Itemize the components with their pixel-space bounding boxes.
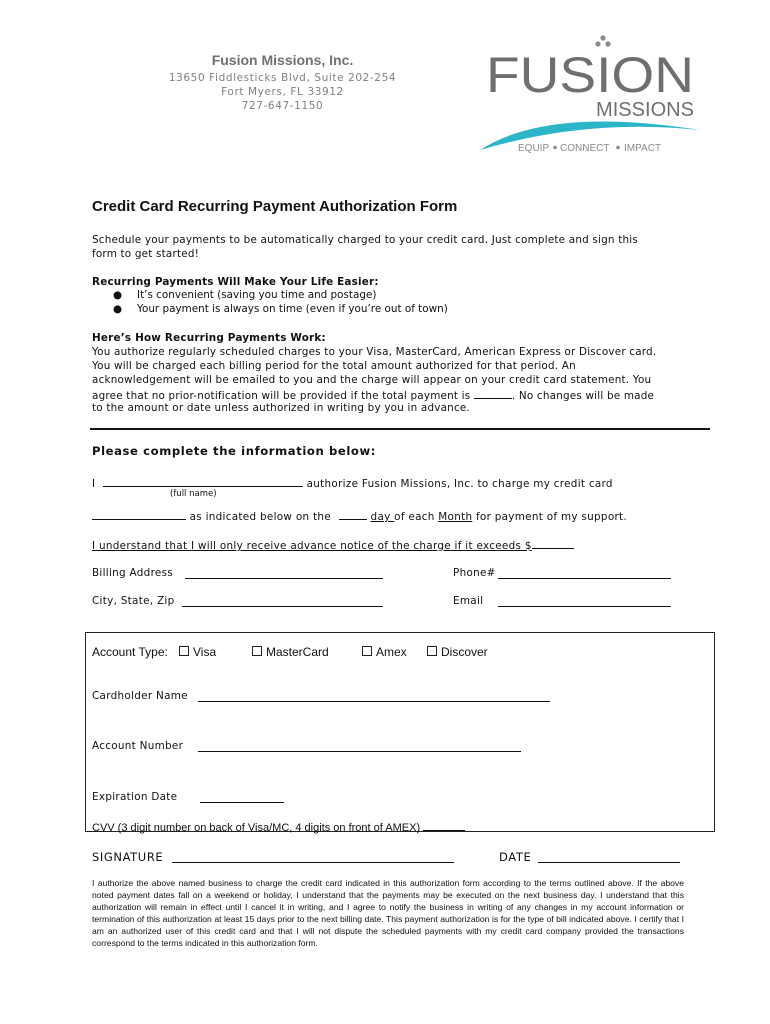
logo-dot-icon [595,41,600,46]
month-label: Month [438,511,473,523]
logo-dot-icon [605,41,610,46]
company-phone: 727-647-1150 [241,100,324,112]
cvv-label: CVV (3 digit number on back of Visa/MC, 4 digits on front of AMEX) [92,822,421,834]
as-indicated-text: as indicated below on the [189,511,331,523]
for-payment-text: for payment of my support. [475,511,628,523]
section-divider [90,428,710,430]
company-address-line2: Fort Myers, FL 33912 [221,86,344,98]
total-payment-blank[interactable] [474,387,512,399]
expiration-field[interactable] [200,791,284,803]
visa-option[interactable] [179,645,216,659]
signature-label: SIGNATURE [92,850,164,864]
logo-dot-icon [600,35,605,40]
how-line4-text: agree that no prior-notification will be provided if the total payment is [92,390,471,402]
city-state-zip-field[interactable] [182,595,383,607]
easier-heading [92,275,712,289]
advance-notice-text: I understand that I will only receive advance notice of the charge if it exceeds $ [92,540,532,552]
checkbox-icon[interactable] [179,646,189,656]
checkbox-icon[interactable] [427,646,437,656]
easier-heading-text: Recurring Payments Will Make Your Life Easier: [92,276,379,288]
how-heading-text: Here’s How Recurring Payments Work: [92,332,326,344]
phone-field[interactable] [498,567,671,579]
company-address-line1: 13650 Fiddlesticks Blvd, Suite 202-254 [168,72,397,84]
cvv-row [92,819,465,834]
how-line5: to the amount or date unless authorized in writing by you in advance. [92,402,470,414]
company-name: Fusion Missions, Inc. [211,52,354,68]
signature-field[interactable] [172,851,454,863]
amex-option[interactable] [362,645,407,659]
logo-tagline-impact: IMPACT [624,143,662,154]
email-label: Email [453,595,484,607]
i-label: I [92,478,96,490]
billing-address-field[interactable] [185,567,383,579]
logo-separator-icon [616,146,620,150]
how-heading [92,331,712,345]
date-label: DATE [499,850,532,864]
how-line2: You will be charged each billing period for the total amount authorized for that period. An [92,360,576,372]
checkbox-icon[interactable] [362,646,372,656]
date-field[interactable] [538,851,680,863]
easier-bullet-2 [113,303,448,315]
account-type-label: Account Type: [92,645,168,659]
discover-option[interactable] [427,645,488,659]
email-field[interactable] [498,595,671,607]
billing-address-label: Billing Address [92,567,174,579]
fusion-missions-logo [478,34,708,156]
exceeds-amount-field[interactable] [532,537,574,549]
checkbox-icon[interactable] [252,646,262,656]
city-state-zip-label: City, State, Zip [92,595,175,607]
mastercard-option[interactable] [252,645,329,659]
phone-label: Phone# [453,567,496,579]
day-label: day [370,511,391,523]
intro-line2: form to get started! [92,248,199,260]
cvv-field[interactable] [423,819,465,831]
schedule-row [92,508,627,523]
visa-label: Visa [193,645,217,659]
authorize-row [92,475,613,490]
of-each-text: of each [394,511,435,523]
intro-line1: Schedule your payments to be automatically charged to your credit card. Just complete and sign this [92,234,638,246]
cardholder-field[interactable] [198,690,550,702]
day-field[interactable] [339,508,367,520]
card-info-box [85,632,715,832]
bullet-text: Your payment is always on time (even if you’re out of town) [137,303,448,315]
discover-label: Discover [441,645,488,659]
account-number-label: Account Number [92,740,184,752]
full-name-field[interactable] [103,475,303,487]
legal-disclaimer: I authorize the above named business to charge the credit card indicated in this authorization form according to the terms outlined above. If the above noted payment dates fall on a weekend or holiday, I understand that the payments may be executed on the next business day. I understand that this authorization will remain in effect until I cancel it in writing, and I agree to notify the business in writing of any changes in my account information or termination of this authorization at least 15 days prior to the next billing date. This payment authorization is for the type of bill indicated above. I certify that I am an authorized user of this credit card and that I will not dispute the scheduled payments with my credit card company provided the transactions correspond to the terms indicated in this authorization form. [92,878,684,949]
bullet-icon: ● [113,289,123,301]
logo-separator-icon [553,146,557,150]
advance-notice-row [92,537,574,552]
full-name-caption: (full name) [170,489,217,499]
authorize-text: authorize Fusion Missions, Inc. to charge my credit card [306,478,613,490]
easier-bullet-1 [113,289,376,301]
logo-word-fusion: FUSION [486,47,694,103]
how-line1: You authorize regularly scheduled charges to your Visa, MasterCard, American Express or Discover card. [92,346,657,358]
amount-field[interactable] [92,508,186,520]
logo-word-missions: MISSIONS [596,99,694,121]
how-line4-text-end: . No changes will be made [511,390,655,402]
logo-tagline-connect: CONNECT [560,143,610,154]
amex-label: Amex [376,645,407,659]
expiration-label: Expiration Date [92,791,178,803]
form-title: Credit Card Recurring Payment Authorization Form [92,198,458,215]
form-heading: Please complete the information below: [92,444,377,458]
account-number-field[interactable] [198,740,521,752]
mastercard-label: MasterCard [266,645,329,659]
bullet-icon: ● [113,303,123,315]
how-line3: acknowledgement will be emailed to you and the charge will appear on your credit card statement. You [92,374,652,386]
logo-tagline-equip: EQUIP [518,143,550,154]
cardholder-label: Cardholder Name [92,690,188,702]
bullet-text: It’s convenient (saving you time and postage) [137,289,377,301]
